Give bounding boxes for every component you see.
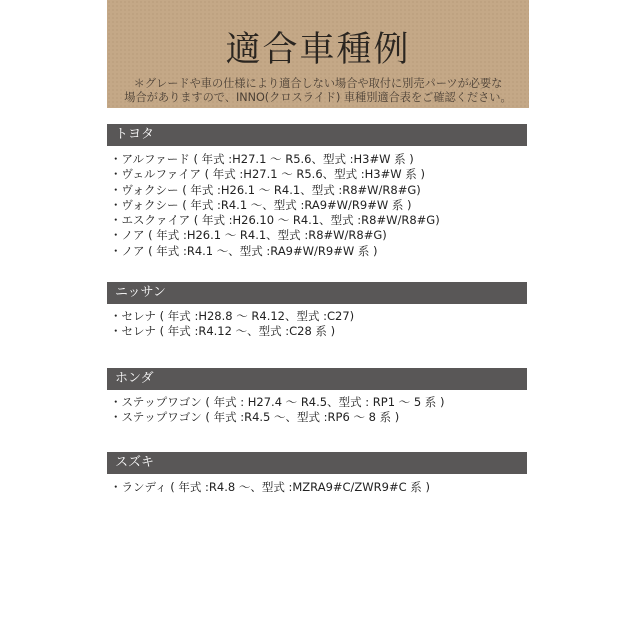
vehicle-list-suzuki	[110, 480, 430, 495]
list-item: ・エスクァイア ( 年式 :H26.10 ～ R4.1、型式 :R8#W/R8#G)	[110, 213, 440, 228]
section-header-suzuki: スズキ	[107, 452, 527, 474]
header-banner	[107, 0, 529, 108]
note-line-2: 場合がありますので、INNO(クロスライド) 車種別適合表をご確認ください。	[124, 91, 512, 104]
page-title: 適合車種例	[225, 30, 411, 70]
list-item: ・ヴォクシー ( 年式 :H26.1 ～ R4.1、型式 :R8#W/R8#G)	[110, 182, 421, 197]
list-item: ・ノア ( 年式 :R4.1 ～、型式 :RA9#W/R9#W 系 )	[110, 243, 378, 258]
list-item: ・ヴォクシー ( 年式 :R4.1 ～、型式 :RA9#W/R9#W 系 )	[110, 197, 412, 212]
compatibility-note	[107, 77, 529, 105]
note-line-1: ＊グレードや車の仕様により適合しない場合や取付に別売パーツが必要な	[133, 77, 503, 90]
list-item: ・セレナ ( 年式 :H28.8 ～ R4.12、型式 :C27)	[110, 309, 355, 323]
section-header-toyota: トヨタ	[107, 124, 527, 146]
vehicle-list-toyota	[110, 152, 440, 259]
list-item: ・セレナ ( 年式 :R4.12 ～、型式 :C28 系 )	[110, 324, 336, 339]
list-item: ・ヴェルファイア ( 年式 :H27.1 ～ R5.6、型式 :H3#W 系 )	[110, 167, 425, 182]
section-header-honda: ホンダ	[107, 368, 527, 390]
vehicle-list-honda	[110, 395, 444, 426]
list-item: ・ノア ( 年式 :H26.1 ～ R4.1、型式 :R8#W/R8#G)	[110, 228, 387, 243]
vehicle-list-nissan	[110, 309, 354, 340]
list-item: ・ステップワゴン ( 年式 : H27.4 ～ R4.5、型式 : RP1 ～ 5 系 )	[110, 395, 445, 409]
list-item: ・アルファード ( 年式 :H27.1 ～ R5.6、型式 :H3#W 系 )	[110, 152, 414, 166]
list-item: ・ランディ ( 年式 :R4.8 ～、型式 :MZRA9#C/ZWR9#C 系 )	[110, 480, 430, 494]
section-header-nissan: ニッサン	[107, 282, 527, 304]
list-item: ・ステップワゴン ( 年式 :R4.5 ～、型式 :RP6 ～ 8 系 )	[110, 410, 400, 425]
